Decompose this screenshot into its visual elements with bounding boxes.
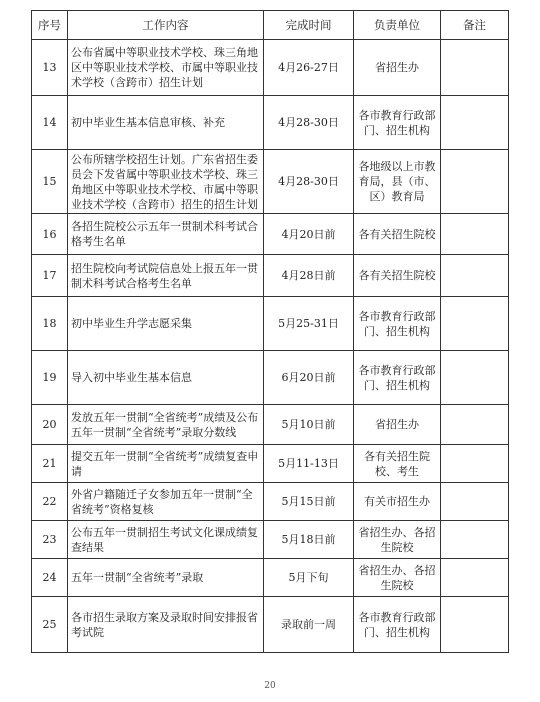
completion-time: 5月下旬 bbox=[264, 559, 354, 597]
work-content: 初中毕业生基本信息审核、补充 bbox=[68, 96, 264, 150]
row-number: 21 bbox=[32, 445, 68, 483]
remarks bbox=[441, 483, 509, 521]
table-row bbox=[32, 597, 509, 653]
header-unit: 负责单位 bbox=[354, 11, 441, 40]
row-number: 20 bbox=[32, 405, 68, 445]
enrollment-schedule-table bbox=[31, 10, 509, 653]
completion-time: 4月28-30日 bbox=[264, 96, 354, 150]
work-content: 导入初中毕业生基本信息 bbox=[68, 351, 264, 405]
responsible-unit: 各地级以上市教育局，县（市、区）教育局 bbox=[354, 150, 441, 214]
row-number: 17 bbox=[32, 255, 68, 297]
remarks bbox=[441, 297, 509, 351]
completion-time: 5月15日前 bbox=[264, 483, 354, 521]
work-content: 外省户籍随迁子女参加五年一贯制“全省统考”资格复核 bbox=[68, 483, 264, 521]
responsible-unit: 各有关招生院校 bbox=[354, 214, 441, 255]
completion-time: 5月10日前 bbox=[264, 405, 354, 445]
completion-time: 4月28-30日 bbox=[264, 150, 354, 214]
row-number: 25 bbox=[32, 597, 68, 653]
row-number: 18 bbox=[32, 297, 68, 351]
responsible-unit: 各市教育行政部门、招生机构 bbox=[354, 351, 441, 405]
table-row bbox=[32, 150, 509, 214]
work-content: 五年一贯制“全省统考”录取 bbox=[68, 559, 264, 597]
responsible-unit: 各市教育行政部门、招生机构 bbox=[354, 597, 441, 653]
responsible-unit: 省招生办 bbox=[354, 405, 441, 445]
responsible-unit: 各有关招生院校 bbox=[354, 255, 441, 297]
header-note: 备注 bbox=[441, 11, 509, 40]
header-time: 完成时间 bbox=[264, 11, 354, 40]
table-header-row bbox=[32, 11, 509, 40]
table-row bbox=[32, 559, 509, 597]
table-row bbox=[32, 214, 509, 255]
work-content: 各招生院校公示五年一贯制术科考试合格考生名单 bbox=[68, 214, 264, 255]
row-number: 14 bbox=[32, 96, 68, 150]
remarks bbox=[441, 214, 509, 255]
responsible-unit: 省招生办、各招生院校 bbox=[354, 521, 441, 559]
remarks bbox=[441, 597, 509, 653]
completion-time: 5月11-13日 bbox=[264, 445, 354, 483]
table-row bbox=[32, 351, 509, 405]
remarks bbox=[441, 40, 509, 96]
work-content: 招生院校向考试院信息处上报五年一贯制术科考试合格考生名单 bbox=[68, 255, 264, 297]
remarks bbox=[441, 445, 509, 483]
remarks bbox=[441, 150, 509, 214]
table-row bbox=[32, 521, 509, 559]
work-content: 公布省属中等职业技术学校、珠三角地区中等职业技术学校、市属中等职业技术学校（含跨市）招生计划 bbox=[68, 40, 264, 96]
responsible-unit: 省招生办、各招生院校 bbox=[354, 559, 441, 597]
page-number: 20 bbox=[264, 681, 276, 691]
remarks bbox=[441, 521, 509, 559]
table-row bbox=[32, 405, 509, 445]
table-row bbox=[32, 96, 509, 150]
row-number: 22 bbox=[32, 483, 68, 521]
responsible-unit: 各市教育行政部门、招生机构 bbox=[354, 96, 441, 150]
responsible-unit: 各市教育行政部门、招生机构 bbox=[354, 297, 441, 351]
work-content: 发放五年一贯制“全省统考”成绩及公布五年一贯制“全省统考”录取分数线 bbox=[68, 405, 264, 445]
header-content: 工作内容 bbox=[68, 11, 264, 40]
work-content: 提交五年一贯制“全省统考”成绩复查申请 bbox=[68, 445, 264, 483]
row-number: 15 bbox=[32, 150, 68, 214]
table-row bbox=[32, 255, 509, 297]
table-row bbox=[32, 445, 509, 483]
row-number: 16 bbox=[32, 214, 68, 255]
table-row bbox=[32, 483, 509, 521]
completion-time: 4月20日前 bbox=[264, 214, 354, 255]
work-content: 公布所辖学校招生计划。广东省招生委员会下发省属中等职业技术学校、珠三角地区中等职业技术学校、市属中等职业技术学校（含跨市）招生的招生计划 bbox=[68, 150, 264, 214]
table-row bbox=[32, 40, 509, 96]
header-no: 序号 bbox=[32, 11, 68, 40]
table-row bbox=[32, 297, 509, 351]
row-number: 13 bbox=[32, 40, 68, 96]
completion-time: 4月26-27日 bbox=[264, 40, 354, 96]
work-content: 各市招生录取方案及录取时间安排报省考试院 bbox=[68, 597, 264, 653]
completion-time: 6月20日前 bbox=[264, 351, 354, 405]
remarks bbox=[441, 405, 509, 445]
responsible-unit: 各有关招生院校、考生 bbox=[354, 445, 441, 483]
row-number: 19 bbox=[32, 351, 68, 405]
row-number: 23 bbox=[32, 521, 68, 559]
work-content: 初中毕业生升学志愿采集 bbox=[68, 297, 264, 351]
work-content: 公布五年一贯制招生考试文化课成绩复查结果 bbox=[68, 521, 264, 559]
remarks bbox=[441, 96, 509, 150]
responsible-unit: 有关市招生办 bbox=[354, 483, 441, 521]
remarks bbox=[441, 255, 509, 297]
completion-time: 5月25-31日 bbox=[264, 297, 354, 351]
completion-time: 4月28日前 bbox=[264, 255, 354, 297]
remarks bbox=[441, 559, 509, 597]
responsible-unit: 省招生办 bbox=[354, 40, 441, 96]
completion-time: 5月18日前 bbox=[264, 521, 354, 559]
completion-time: 录取前一周 bbox=[264, 597, 354, 653]
remarks bbox=[441, 351, 509, 405]
row-number: 24 bbox=[32, 559, 68, 597]
